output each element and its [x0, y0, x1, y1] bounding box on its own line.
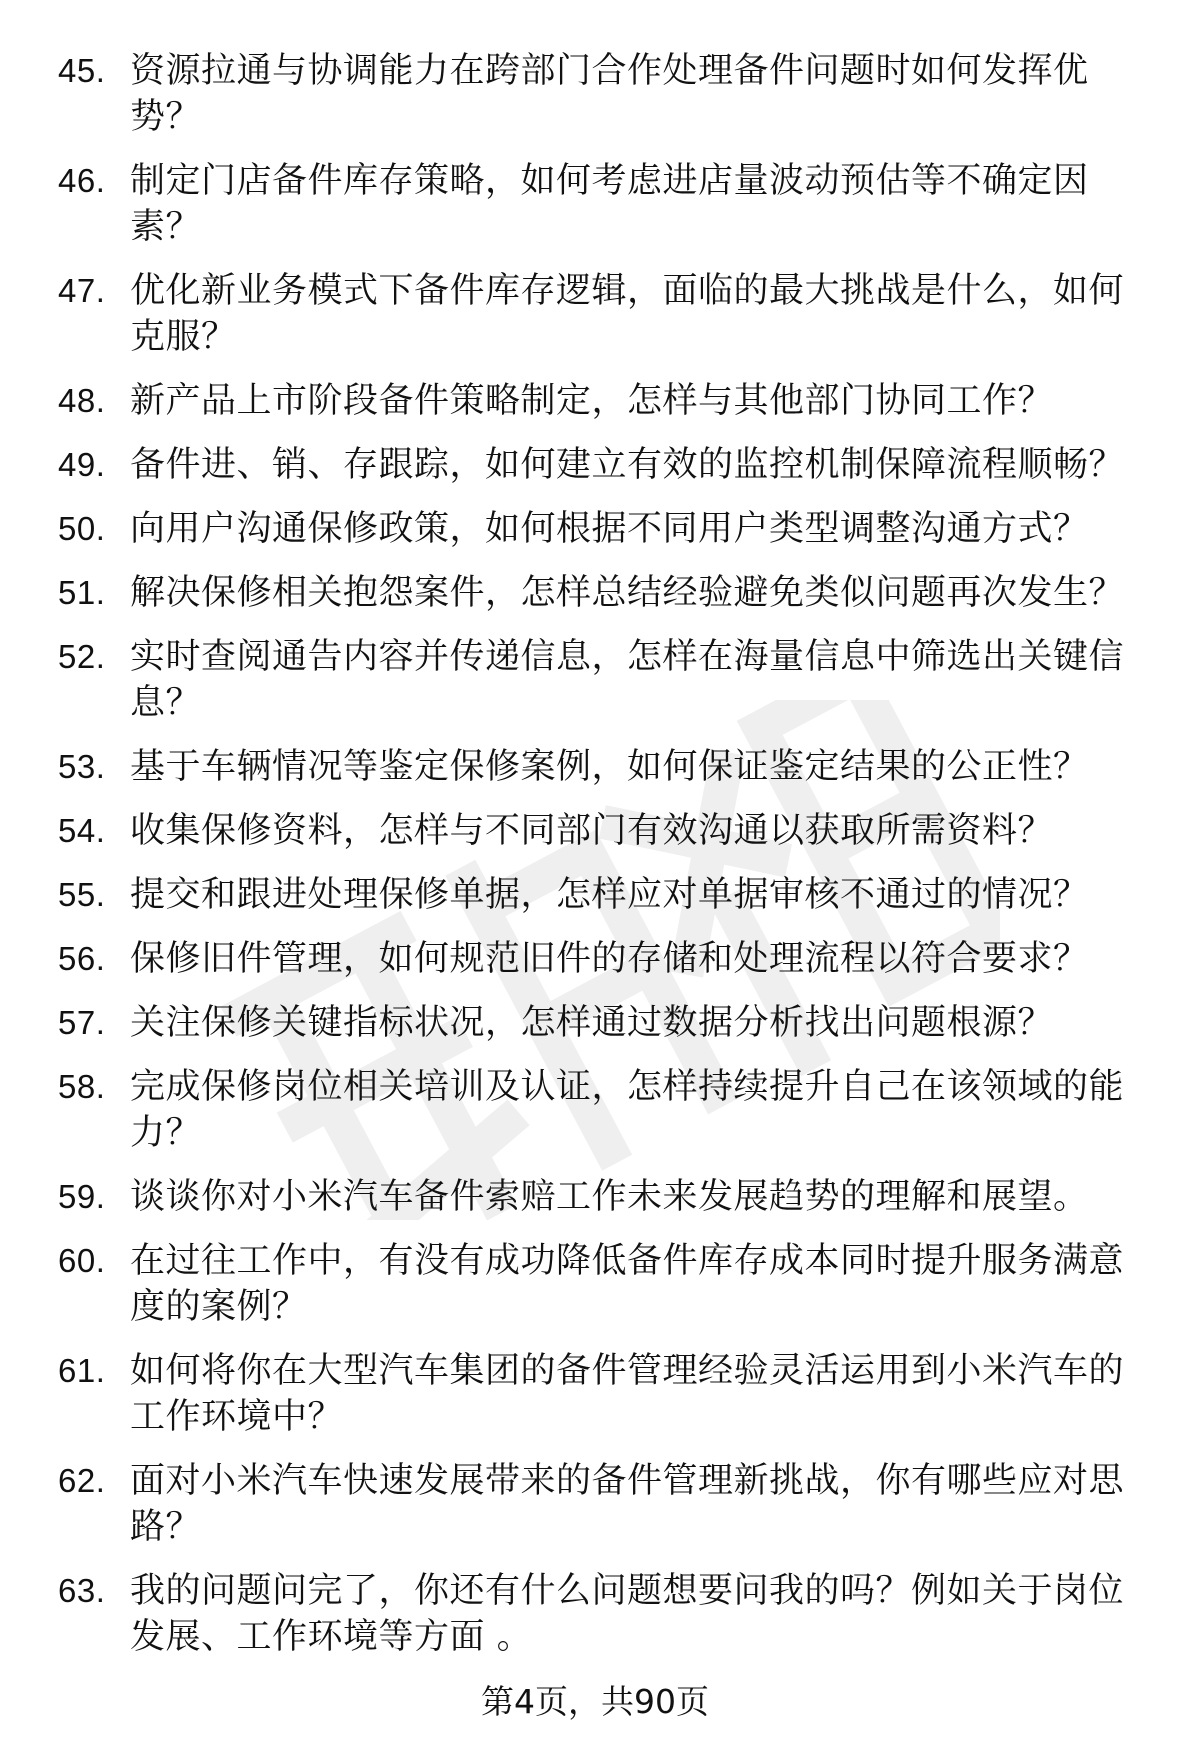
- question-number: 56.: [58, 940, 106, 977]
- question-item: [58, 744, 1158, 790]
- question-text: 完成保修岗位相关培训及认证，怎样持续提升自己在该领域的能力？: [130, 1067, 1125, 1153]
- question-text: 面对小米汽车快速发展带来的备件管理新挑战，你有哪些应对思路？: [130, 1461, 1125, 1547]
- question-item: [58, 442, 1158, 488]
- question-item: [58, 1458, 1158, 1550]
- question-number: 61.: [58, 1352, 106, 1389]
- question-item: [58, 1000, 1158, 1046]
- question-item: [58, 1348, 1158, 1440]
- question-text: 实时查阅通告内容并传递信息，怎样在海量信息中筛选出关键信息？: [130, 637, 1125, 723]
- question-number: 50.: [58, 510, 106, 547]
- question-text: 解决保修相关抱怨案件，怎样总结经验避免类似问题再次发生？: [130, 573, 1125, 613]
- question-text: 收集保修资料，怎样与不同部门有效沟通以获取所需资料？: [130, 811, 1054, 851]
- question-item: [58, 570, 1158, 616]
- question-text: 我的问题问完了，你还有什么问题想要问我的吗？例如关于岗位发展、工作环境等方面 。: [130, 1571, 1125, 1657]
- question-item: [58, 1568, 1158, 1660]
- question-text: 向用户沟通保修政策，如何根据不同用户类型调整沟通方式？: [130, 509, 1089, 549]
- question-text: 谈谈你对小米汽车备件索赔工作未来发展趋势的理解和展望。: [130, 1177, 1089, 1217]
- question-text: 在过往工作中，有没有成功降低备件库存成本同时提升服务满意度的案例？: [130, 1241, 1125, 1327]
- question-item: [58, 872, 1158, 918]
- question-text: 资源拉通与协调能力在跨部门合作处理备件问题时如何发挥优势？: [130, 51, 1089, 137]
- question-text: 基于车辆情况等鉴定保修案例，如何保证鉴定结果的公正性？: [130, 747, 1089, 787]
- question-text: 制定门店备件库存策略，如何考虑进店量波动预估等不确定因素？: [130, 161, 1089, 247]
- question-text: 保修旧件管理，如何规范旧件的存储和处理流程以符合要求？: [130, 939, 1089, 979]
- question-text: 备件进、销、存跟踪，如何建立有效的监控机制保障流程顺畅？: [130, 445, 1125, 485]
- question-number: 53.: [58, 748, 106, 785]
- question-item: [58, 1064, 1158, 1156]
- question-item: [58, 268, 1158, 360]
- question-number: 59.: [58, 1178, 106, 1215]
- question-item: [58, 48, 1158, 140]
- question-text: 提交和跟进处理保修单据，怎样应对单据审核不通过的情况？: [130, 875, 1089, 915]
- question-item: [58, 1238, 1158, 1330]
- question-item: [58, 936, 1158, 982]
- question-number: 47.: [58, 272, 106, 309]
- question-number: 48.: [58, 382, 106, 419]
- question-number: 58.: [58, 1068, 106, 1105]
- question-item: [58, 808, 1158, 854]
- question-text: 如何将你在大型汽车集团的备件管理经验灵活运用到小米汽车的工作环境中？: [130, 1351, 1125, 1437]
- question-item: [58, 634, 1158, 726]
- question-number: 54.: [58, 812, 106, 849]
- question-number: 55.: [58, 876, 106, 913]
- question-number: 63.: [58, 1572, 106, 1609]
- question-number: 49.: [58, 446, 106, 483]
- question-number: 51.: [58, 574, 106, 611]
- page-footer: 第4页，共90页: [481, 1682, 709, 1721]
- question-item: [58, 158, 1158, 250]
- question-text: 新产品上市阶段备件策略制定，怎样与其他部门协同工作？: [130, 381, 1054, 421]
- question-item: [58, 506, 1158, 552]
- question-number: 60.: [58, 1242, 106, 1279]
- question-text: 优化新业务模式下备件库存逻辑，面临的最大挑战是什么，如何克服？: [130, 271, 1125, 357]
- question-item: [58, 1174, 1158, 1220]
- question-number: 62.: [58, 1462, 106, 1499]
- question-item: [58, 378, 1158, 424]
- question-list: [58, 48, 1158, 1678]
- question-number: 57.: [58, 1004, 106, 1041]
- question-text: 关注保修关键指标状况，怎样通过数据分析找出问题根源？: [130, 1003, 1054, 1043]
- question-number: 46.: [58, 162, 106, 199]
- question-number: 52.: [58, 638, 106, 675]
- question-number: 45.: [58, 52, 106, 89]
